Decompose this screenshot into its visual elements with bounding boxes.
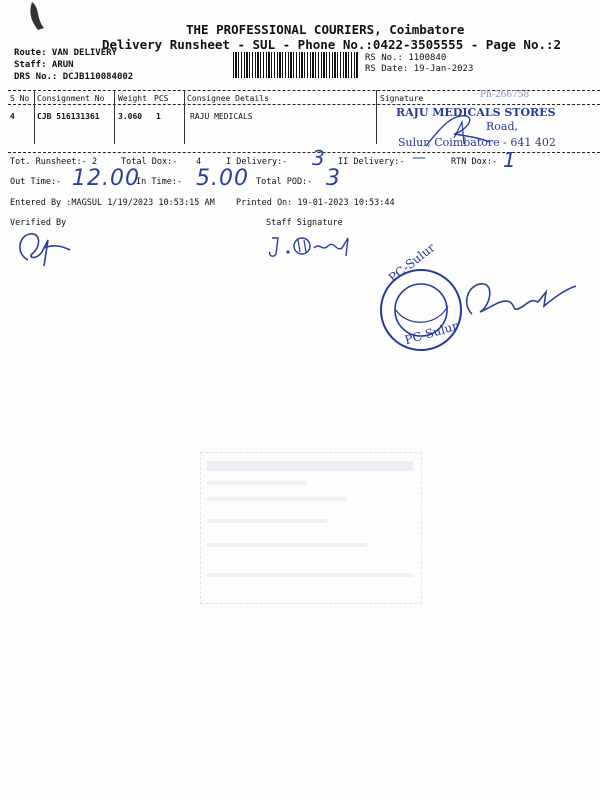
staff-signature-label: Staff Signature xyxy=(266,218,343,228)
verifier-signature xyxy=(14,226,76,272)
col-divider xyxy=(184,104,185,144)
col-header-sno: S No xyxy=(10,94,30,103)
corner-smudge xyxy=(14,0,54,40)
out-time-label: Out Time:- xyxy=(10,177,62,187)
rtn-dox-label: RTN Dox:- xyxy=(451,157,498,167)
rtn-dox-value: 1 xyxy=(503,148,517,172)
row-weight: 3.060 xyxy=(118,112,143,121)
row-sno: 4 xyxy=(10,112,15,121)
col-divider xyxy=(34,104,35,144)
bleed-through-print xyxy=(200,452,422,604)
route-info: Route: VAN DELIVERY xyxy=(14,48,117,58)
stamp-phone: Ph-266758 xyxy=(480,90,530,100)
col-header-signature: Signature xyxy=(380,94,424,103)
receiver-signature xyxy=(420,108,500,152)
stamp-bottom-text: PC-Sulur xyxy=(403,318,460,348)
col-header-pcs: PCS xyxy=(154,94,169,103)
col-divider xyxy=(376,90,377,104)
runsheet-subtitle: Delivery Runsheet - SUL - Phone No.:0422-3505555 - Page No.:2 xyxy=(102,37,562,52)
officer-signature xyxy=(450,272,590,322)
col-header-consignee: Consignee Details xyxy=(187,94,269,103)
table-header-rule xyxy=(8,104,600,105)
total-dox-value: 4 xyxy=(196,157,202,167)
staff-info: Staff: ARUN xyxy=(14,60,74,70)
total-pod-value: 3 xyxy=(326,166,341,191)
staff-signature xyxy=(264,228,364,262)
out-time-value: 12.00 xyxy=(72,166,140,191)
stamp-address: Sulur, Coimbatore - 641 402 xyxy=(398,136,556,149)
tot-runsheet-label: Tot. Runsheet:- xyxy=(10,157,87,167)
col-divider xyxy=(34,90,35,104)
verified-by-label: Verified By xyxy=(10,218,67,228)
in-time-value: 5.00 xyxy=(196,166,249,191)
drs-number: DRS No.: DCJB110084002 xyxy=(14,72,134,82)
in-time-label: In Time:- xyxy=(136,177,183,187)
col-divider xyxy=(114,104,115,144)
i-delivery-value: 3 xyxy=(312,146,326,170)
tot-runsheet-value: 2 xyxy=(92,157,98,167)
total-dox-label: Total Dox:- xyxy=(121,157,178,167)
stamp-store-name: RAJU MEDICALS STORES xyxy=(396,106,556,119)
ii-delivery-value: — xyxy=(412,150,427,166)
row-pcs: 1 xyxy=(156,112,161,121)
ii-delivery-label: II Delivery:- xyxy=(338,157,405,167)
printed-on: Printed On: 19-01-2023 10:53:44 xyxy=(236,198,395,208)
rs-date: RS Date: 19-Jan-2023 xyxy=(365,64,474,74)
stamp-top-text: PC-Sulur xyxy=(386,240,438,286)
company-title: THE PROFESSIONAL COURIERS, Coimbatore xyxy=(186,22,465,37)
col-header-weight: Weight xyxy=(118,94,147,103)
col-divider xyxy=(184,90,185,104)
barcode xyxy=(233,52,359,78)
stamp-road: Road, xyxy=(486,120,519,133)
col-divider xyxy=(376,104,377,144)
col-divider xyxy=(114,90,115,104)
total-pod-label: Total POD:- xyxy=(256,177,313,187)
entered-by: Entered By :MAGSUL 1/19/2023 10:53:15 AM xyxy=(10,198,215,208)
i-delivery-label: I Delivery:- xyxy=(226,157,288,167)
row-consignee: RAJU MEDICALS xyxy=(190,112,253,121)
col-header-consignment: Consignment No xyxy=(37,94,105,103)
row-consignment: CJB 516131361 xyxy=(37,112,100,121)
rs-number: RS No.: 1100840 xyxy=(365,53,447,63)
